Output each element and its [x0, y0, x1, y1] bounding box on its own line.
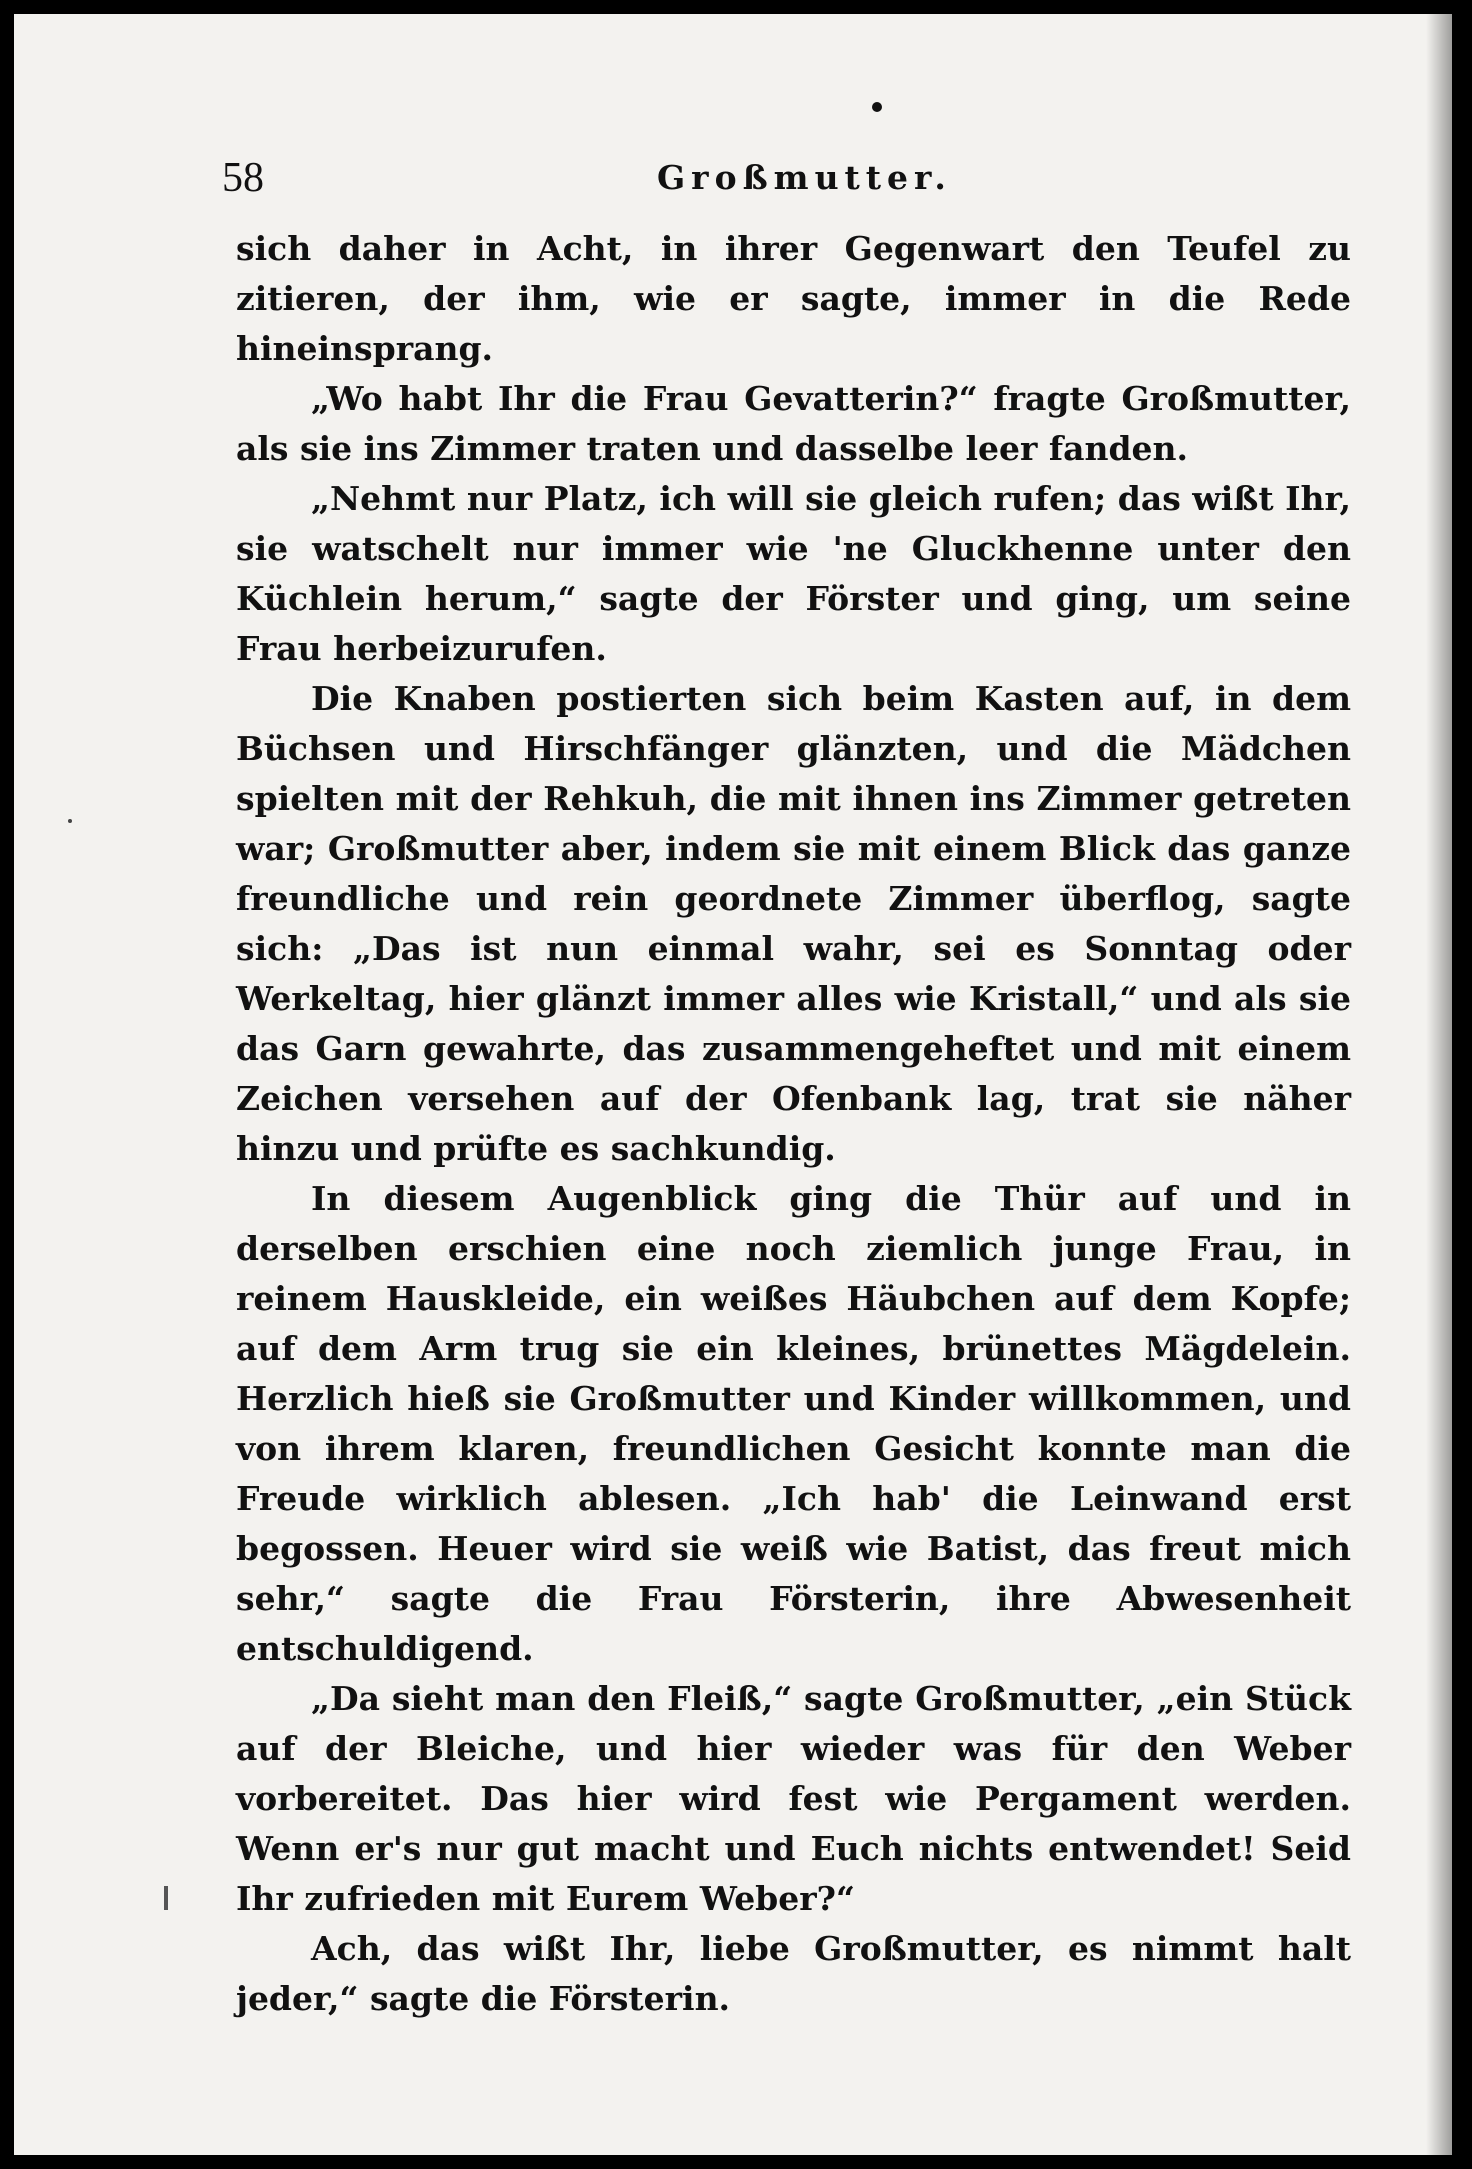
book-page — [14, 14, 1452, 2155]
page-edge-shadow — [1426, 14, 1452, 2155]
running-head: Großmutter. — [657, 158, 952, 197]
body-text — [236, 224, 1351, 2024]
margin-mark — [164, 1886, 168, 1910]
print-dot-mark — [872, 102, 882, 112]
print-speck — [68, 819, 72, 823]
paragraph: „Da sieht man den Fleiß,“ sagte Großmutter, „ein Stück auf der Bleiche, und hier wieder was für den Weber vorbereitet. Das hier wird fest wie Pergament werden. Wenn er's nur gut macht und Euch nichts entwendet! Seid Ihr zufrieden mit Eurem Weber?“ — [236, 1679, 1351, 1918]
page-number: 58 — [222, 155, 264, 201]
paragraph: sich daher in Acht, in ihrer Gegenwart den Teufel zu zitieren, der ihm, wie er sagte, immer in die Rede hineinsprang. — [236, 229, 1351, 368]
paragraph: Die Knaben postierten sich beim Kasten auf, in dem Büchsen und Hirschfänger glänzten, und die Mädchen spielten mit der Rehkuh, die mit ihnen ins Zimmer getreten war; Großmutter aber, indem sie mit einem Blick das ganze freundliche und rein geordnete Zimmer überflog, sagte sich: „Das ist nun einmal wahr, sei es Sonntag oder Werkeltag, hier glänzt immer alles wie Kristall,“ und als sie das Garn gewahrte, das zusammengeheftet und mit einem Zeichen versehen auf der Ofenbank lag, trat sie näher hinzu und prüfte es sachkundig. — [236, 679, 1351, 1168]
paragraph: „Nehmt nur Platz, ich will sie gleich rufen; das wißt Ihr, sie watschelt nur immer wie 'ne Gluckhenne unter den Küchlein herum,“ sagte der Förster und ging, um seine Frau herbeizurufen. — [236, 479, 1351, 668]
paragraph: Ach, das wißt Ihr, liebe Großmutter, es nimmt halt jeder,“ sagte die Försterin. — [236, 1929, 1351, 2018]
paragraph: In diesem Augenblick ging die Thür auf und in derselben erschien eine noch ziemlich junge Frau, in reinem Hauskleide, ein weißes Häubchen auf dem Kopfe; auf dem Arm trug sie ein kleines, brünettes Mägdelein. Herzlich hieß sie Großmutter und Kinder willkommen, und von ihrem klaren, freundlichen Gesicht konnte man die Freude wirklich ablesen. „Ich hab' die Leinwand erst begossen. Heuer wird sie weiß wie Batist, das freut mich sehr,“ sagte die Frau Försterin, ihre Abwesenheit entschuldigend. — [236, 1179, 1351, 1668]
paragraph: „Wo habt Ihr die Frau Gevatterin?“ fragte Großmutter, als sie ins Zimmer traten und dasselbe leer fanden. — [236, 379, 1351, 468]
page-header — [222, 148, 1357, 208]
